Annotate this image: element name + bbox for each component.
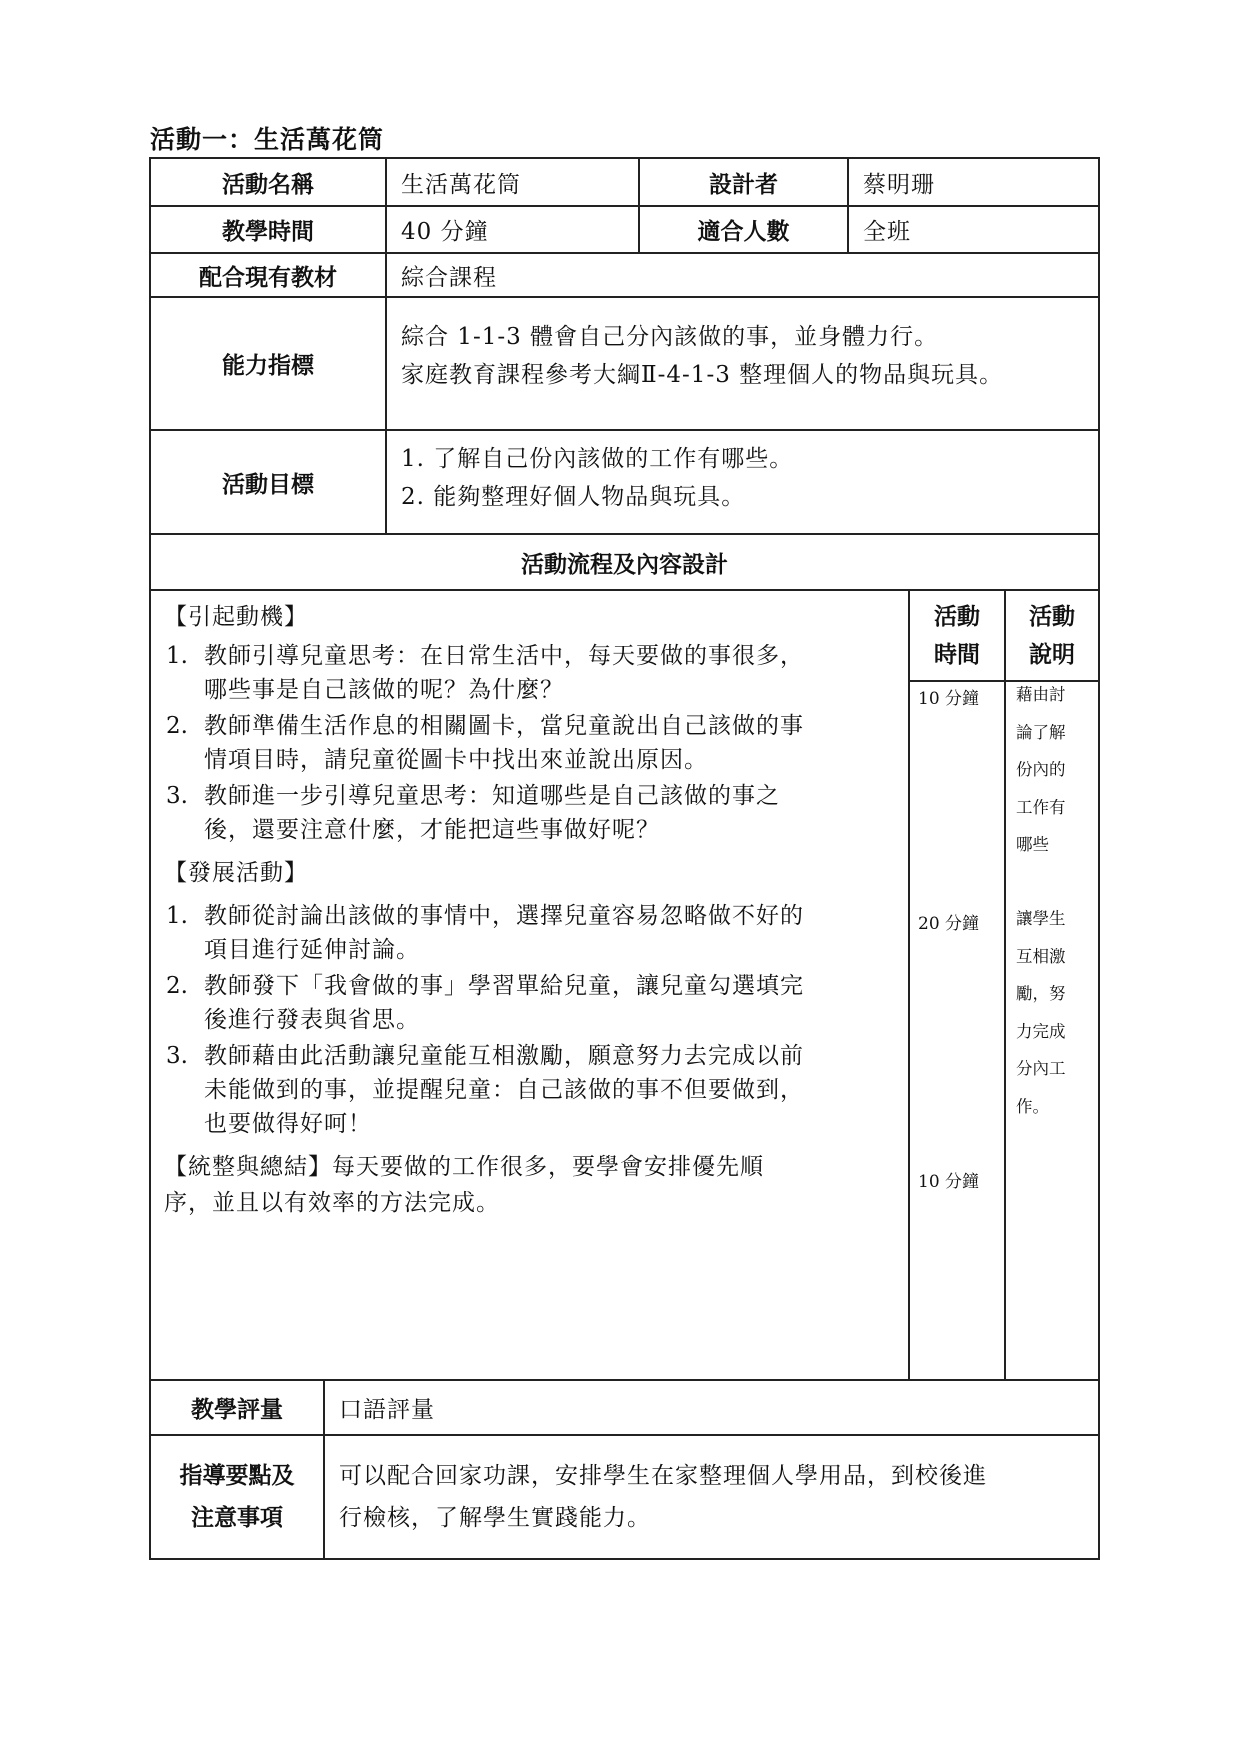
note-motivation <box>1016 676 1066 864</box>
materials-value: 綜合課程 <box>401 264 497 291</box>
motivation-item-2: 教師準備生活作息的相關圖卡，當兒童說出自己該做的事 <box>204 713 804 739</box>
note-line: 哪些 <box>1016 835 1049 854</box>
item-number: 3. <box>166 783 188 809</box>
column-divider <box>908 589 910 1379</box>
guidance-label-line: 注意事項 <box>191 1504 283 1531</box>
designer-value: 蔡明珊 <box>863 171 935 198</box>
activity-goal-label: 活動目標 <box>222 470 314 498</box>
development-item-2: 教師發下「我會做的事」學習單給兒童，讓兒童勾選填完 <box>204 973 804 999</box>
motivation-item-2: 情項目時，請兒童從圖卡中找出來並說出原因。 <box>204 747 708 773</box>
item-number: 2. <box>166 713 188 739</box>
header-line: 活動 <box>934 602 980 630</box>
guidance-line: 行檢核，了解學生實踐能力。 <box>339 1505 651 1531</box>
note-line: 份內的 <box>1016 760 1066 779</box>
time-summary: 10 分鐘 <box>918 1172 980 1192</box>
motivation-item-3: 後，還要注意什麼，才能把這些事做好呢？ <box>204 817 660 843</box>
time-development: 20 分鐘 <box>918 914 980 934</box>
note-line: 作。 <box>1016 1096 1049 1116</box>
note-line: 論了解 <box>1016 722 1066 742</box>
note-line: 工作有 <box>1016 797 1066 817</box>
development-item-1: 項目進行延伸討論。 <box>204 937 420 963</box>
goal-line: 1. 了解自己份內該做的工作有哪些。 <box>401 446 794 472</box>
note-line: 勵，努 <box>1016 984 1066 1003</box>
evaluation-value: 口語評量 <box>339 1397 435 1423</box>
motivation-header: 【引起動機】 <box>164 604 308 630</box>
indicator-line: 家庭教育課程參考大綱Ⅱ-4-1-3 整理個人的物品與玩具。 <box>401 361 1004 388</box>
header-line: 時間 <box>934 640 980 668</box>
summary-text: 【統整與總結】每天要做的工作很多，要學會安排優先順 <box>164 1154 764 1180</box>
activity-name-label: 活動名稱 <box>222 170 314 198</box>
activity-note-header <box>1006 591 1098 680</box>
indicator-line: 綜合 1-1-3 體會自己分內該做的事，並身體力行。 <box>401 323 939 350</box>
evaluation-label: 教學評量 <box>191 1396 283 1423</box>
motivation-item-1: 教師引導兒童思考：在日常生活中，每天要做的事很多， <box>204 643 804 669</box>
class-size-label: 適合人數 <box>697 218 790 245</box>
development-header: 【發展活動】 <box>164 860 308 886</box>
ability-indicator-label: 能力指標 <box>222 352 314 379</box>
time-motivation: 10 分鐘 <box>918 689 980 709</box>
development-item-1: 教師從討論出該做的事情中，選擇兒童容易忽略做不好的 <box>204 903 804 929</box>
summary-text: 序，並且以有效率的方法完成。 <box>164 1190 500 1216</box>
activity-goal-value <box>387 431 1098 533</box>
development-item-3: 也要做得好呵！ <box>204 1111 372 1137</box>
guidance-label <box>151 1436 323 1558</box>
header-line: 說明 <box>1029 640 1075 668</box>
note-development <box>1016 900 1066 1125</box>
development-item-2: 後進行發表與省思。 <box>204 1007 420 1033</box>
teaching-time-label: 教學時間 <box>222 218 314 245</box>
note-line: 互相激 <box>1016 946 1066 966</box>
note-line: 力完成 <box>1016 1021 1066 1041</box>
guidance-label-line: 指導要點及 <box>179 1462 295 1489</box>
goal-line: 2. 能夠整理好個人物品與玩具。 <box>401 484 746 510</box>
activity-name-value: 生活萬花筒 <box>401 171 521 198</box>
flow-heading: 活動流程及內容設計 <box>521 550 728 578</box>
motivation-item-3: 教師進一步引導兒童思考：知道哪些是自己該做的事之 <box>204 783 780 809</box>
header-line: 活動 <box>1029 602 1075 630</box>
designer-label: 設計者 <box>709 170 778 198</box>
item-number: 2. <box>166 973 188 999</box>
guidance-value <box>325 1436 1098 1558</box>
guidance-line: 可以配合回家功課，安排學生在家整理個人學用品，到校後進 <box>339 1463 987 1489</box>
development-item-3: 未能做到的事，並提醒兒童：自己該做的事不但要做到， <box>204 1077 804 1103</box>
ability-indicator-value <box>387 298 1098 429</box>
development-item-3: 教師藉由此活動讓兒童能互相激勵，願意努力去完成以前 <box>204 1043 804 1069</box>
note-line: 分內工 <box>1016 1059 1066 1078</box>
teaching-time-value: 40 分鐘 <box>401 219 489 245</box>
class-size-value: 全班 <box>863 219 911 245</box>
note-line: 藉由討 <box>1016 685 1066 704</box>
note-line: 讓學生 <box>1016 909 1066 928</box>
document-title: 活動一：生活萬花筒 <box>150 125 385 154</box>
activity-time-header <box>910 591 1004 680</box>
item-number: 1. <box>166 643 188 669</box>
materials-label: 配合現有教材 <box>199 263 337 291</box>
item-number: 3. <box>166 1043 188 1069</box>
motivation-item-1: 哪些事是自己該做的呢？為什麼？ <box>204 677 564 703</box>
item-number: 1. <box>166 903 188 929</box>
column-divider <box>1004 589 1006 1379</box>
